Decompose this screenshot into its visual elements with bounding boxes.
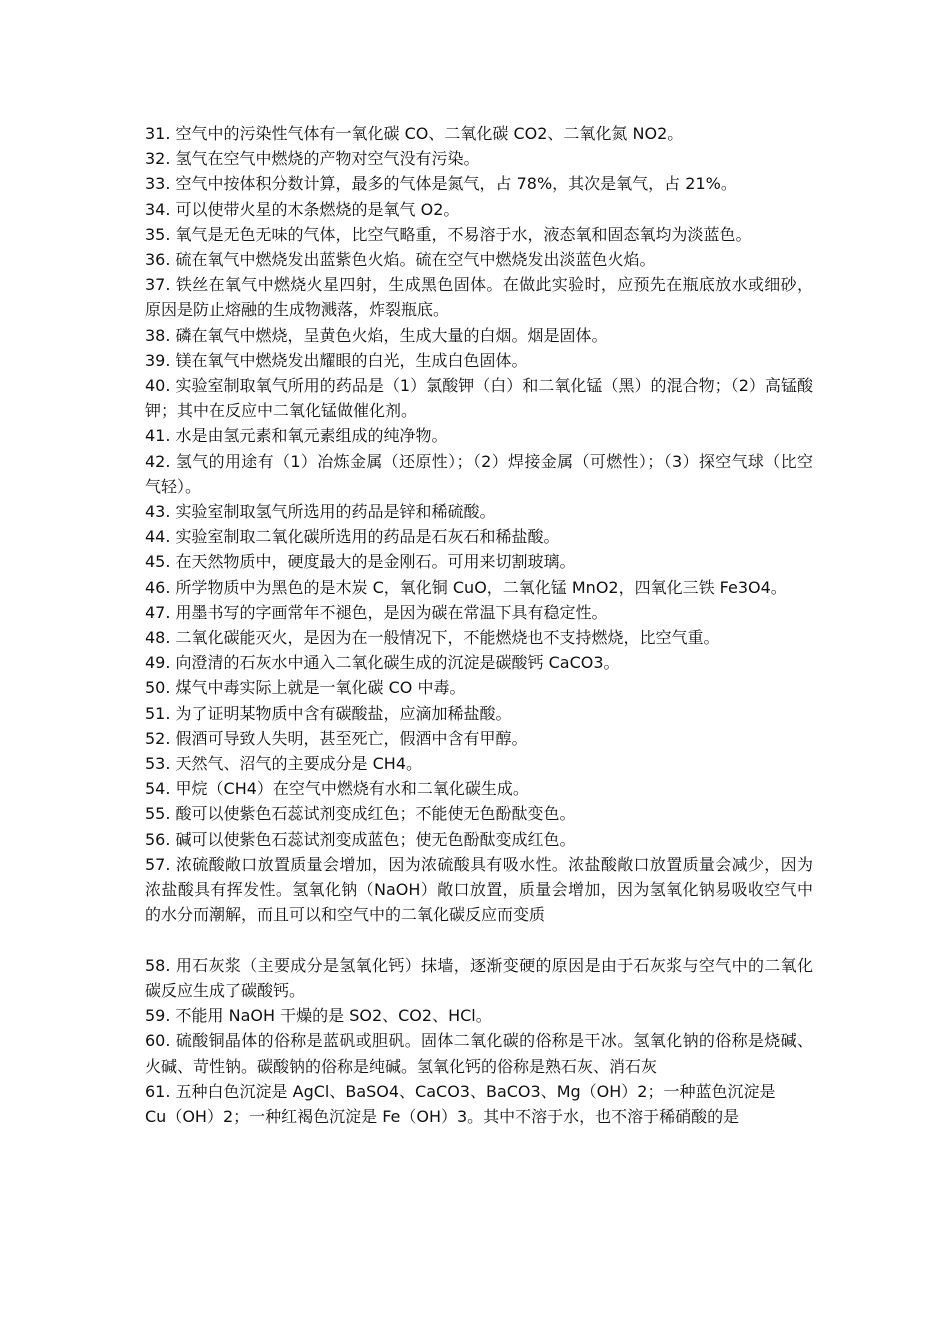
list-item: 56. 碱可以使紫色石蕊试剂变成蓝色；使无色酚酞变成红色。: [145, 829, 576, 849]
list-item: 48. 二氧化碳能灭火，是因为在一般情况下，不能燃烧也不支持燃烧，比空气重。: [145, 628, 720, 648]
list-item: 42. 氢气的用途有（1）冶炼金属（还原性）；（2）焊接金属（可燃性）；（3）探空气球（比空气轻）。: [145, 451, 813, 496]
list-item: 43. 实验室制取氢气所选用的药品是锌和稀硫酸。: [145, 502, 496, 522]
list-item: 34. 可以使带火星的木条燃烧的是氧气 O2。: [145, 199, 460, 219]
list-item: 31. 空气中的污染性气体有一氧化碳 CO、二氧化碳 CO2、二氧化氮 NO2。: [145, 124, 684, 143]
list-item: 40. 实验室制取氧气所用的药品是（1）氯酸钾（白）和二氧化锰（黑）的混合物；（2）高锰酸钾；其中在反应中二氧化锰做催化剂。: [145, 376, 813, 421]
list-item: 50. 煤气中毒实际上就是一氧化碳 CO 中毒。: [145, 678, 466, 698]
list-item: 54. 甲烷（CH4）在空气中燃烧有水和二氧化碳生成。: [145, 779, 529, 799]
list-item: 49. 向澄清的石灰水中通入二氧化碳生成的沉淀是碳酸钙 CaCO3。: [145, 653, 620, 673]
list-item: 36. 硫在氧气中燃烧发出蓝紫色火焰。硫在空气中燃烧发出淡蓝色火焰。: [145, 250, 656, 270]
list-item: 39. 镁在氧气中燃烧发出耀眼的白光，生成白色固体。: [145, 350, 528, 370]
list-item: 55. 酸可以使紫色石蕊试剂变成红色；不能使无色酚酞变色。: [145, 804, 576, 824]
list-item: 60. 硫酸铜晶体的俗称是蓝矾或胆矾。固体二氧化碳的俗称是干冰。氢氧化钠的俗称是烧碱、火碱、苛性钠。碳酸钠的俗称是纯碱。氢氧化钙的俗称是熟石灰、消石灰: [145, 1031, 813, 1076]
list-item: 58. 用石灰浆（主要成分是氢氧化钙）抹墙，逐渐变硬的原因是由于石灰浆与空气中的二氧化碳反应生成了碳酸钙。: [145, 955, 813, 1000]
list-item: 37. 铁丝在氧气中燃烧火星四射，生成黑色固体。在做此实验时，应预先在瓶底放水或细砂，原因是防止熔融的生成物溅落，炸裂瓶底。: [145, 275, 813, 320]
list-item: 47. 用墨书写的字画常年不褪色，是因为碳在常温下具有稳定性。: [145, 602, 608, 622]
continuation-line: Cu（OH）2；一种红褐色沉淀是 Fe（OH）3。其中不溶于水，也不溶于稀硝酸的是: [145, 1106, 740, 1126]
list-item: 51. 为了证明某物质中含有碳酸盐，应滴加稀盐酸。: [145, 703, 512, 723]
list-item: 33. 空气中按体积分数计算，最多的气体是氮气，占 78%，其次是氧气，占 21%。: [145, 174, 737, 194]
list-item: 45. 在天然物质中，硬度最大的是金刚石。可用来切割玻璃。: [145, 552, 576, 572]
list-item: 53. 天然气、沼气的主要成分是 CH4。: [145, 754, 423, 774]
list-item: 32. 氢气在空气中燃烧的产物对空气没有污染。: [145, 149, 480, 169]
list-item: 61. 五种白色沉淀是 AgCl、BaSO4、CaCO3、BaCO3、Mg（OH）2；一种蓝色沉淀是: [145, 1081, 776, 1101]
list-item: 57. 浓硫酸敞口放置质量会增加，因为浓硫酸具有吸水性。浓盐酸敞口放置质量会减少，因为浓盐酸具有挥发性。氢氧化钠（NaOH）敞口放置，质量会增加，因为氢氧化钠易吸收空气中的水分而潮解，而且可以和空气中的二氧化碳反应而变质: [145, 854, 813, 925]
document-body: [145, 121, 813, 1129]
blank-line: [145, 928, 813, 953]
list-item: 35. 氧气是无色无味的气体，比空气略重，不易溶于水，液态氧和固态氧均为淡蓝色。: [145, 224, 752, 244]
list-item: 52. 假酒可导致人失明，甚至死亡，假酒中含有甲醇。: [145, 728, 528, 748]
list-item: 41. 水是由氢元素和氧元素组成的纯净物。: [145, 426, 448, 446]
list-item: 59. 不能用 NaOH 干燥的是 SO2、CO2、HCl。: [145, 1006, 492, 1026]
list-item: 46. 所学物质中为黑色的是木炭 C，氧化铜 CuO，二氧化锰 MnO2，四氧化三铁 Fe3O4。: [145, 577, 787, 597]
list-item: 38. 磷在氧气中燃烧，呈黄色火焰，生成大量的白烟。烟是固体。: [145, 325, 608, 345]
list-item: 44. 实验室制取二氧化碳所选用的药品是石灰石和稀盐酸。: [145, 527, 560, 547]
